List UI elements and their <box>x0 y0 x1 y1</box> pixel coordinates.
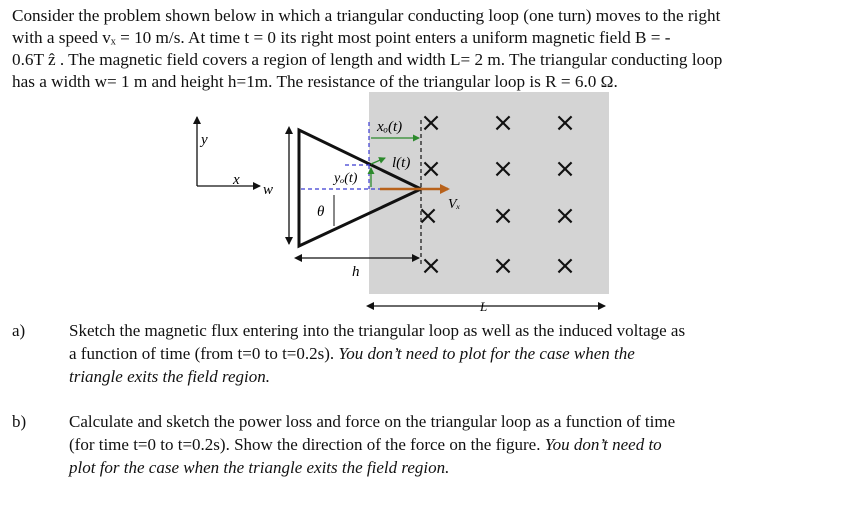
axis-x-label: x <box>233 172 240 188</box>
intro-line-3: 0.6T ẑ . The magnetic field covers a region of length and width L= 2 m. The triangular conducting loop <box>12 50 723 69</box>
coordinate-axes <box>197 117 260 188</box>
cross-mark: × <box>554 201 576 231</box>
cross-mark: × <box>492 154 514 184</box>
axis-y-label: y <box>201 132 208 148</box>
L-label: L <box>480 299 488 314</box>
cross-mark: × <box>420 108 442 138</box>
x0-label: xₒ(t) <box>377 119 403 135</box>
question-b-line-1: Calculate and sketch the power loss and force on the triangular loop as a function of time <box>69 412 676 431</box>
l-label: l(t) <box>392 155 411 171</box>
cross-mark: × <box>554 108 576 138</box>
cross-mark: × <box>420 154 442 184</box>
question-a-note: You don’t need to plot for the case when the <box>338 344 635 363</box>
cross-mark: × <box>492 251 514 281</box>
intro-line-4: has a width w= 1 m and height h=1m. The resistance of the triangular loop is R = 6.0 Ω. <box>12 72 618 91</box>
cross-mark: × <box>420 251 442 281</box>
question-a-line-1: Sketch the magnetic flux entering into the triangular loop as well as the induced voltage as <box>69 321 686 340</box>
cross-mark: × <box>554 154 576 184</box>
y0-label: yₒ(t) <box>334 171 358 186</box>
question-a-label: a) <box>12 321 26 340</box>
cross-mark: × <box>492 201 514 231</box>
question-a-note-2: triangle exits the field region. <box>69 367 270 386</box>
cross-mark: × <box>417 201 439 231</box>
question-b-note-2: plot for the case when the triangle exits the field region. <box>69 458 450 477</box>
question-a-line-2: a function of time (from t=0 to t=0.2s). <box>69 344 339 363</box>
question-b-line-2: (for time t=0 to t=0.2s). Show the direction of the force on the figure. <box>69 435 545 454</box>
intro-line-1: Consider the problem shown below in which a triangular conducting loop (one turn) moves to the right <box>12 6 721 25</box>
question-b-note: You don’t need to <box>544 435 662 454</box>
intro-line-2: with a speed vₓ = 10 m/s. At time t = 0 its right most point enters a uniform magnetic field B = - <box>12 28 671 47</box>
w-label: w <box>263 182 274 198</box>
cross-mark: × <box>554 251 576 281</box>
cross-mark: × <box>492 108 514 138</box>
velocity-label: Vₓ <box>448 197 461 212</box>
h-label: h <box>352 264 360 280</box>
question-b-label: b) <box>12 412 27 431</box>
theta-label: θ <box>317 204 325 220</box>
